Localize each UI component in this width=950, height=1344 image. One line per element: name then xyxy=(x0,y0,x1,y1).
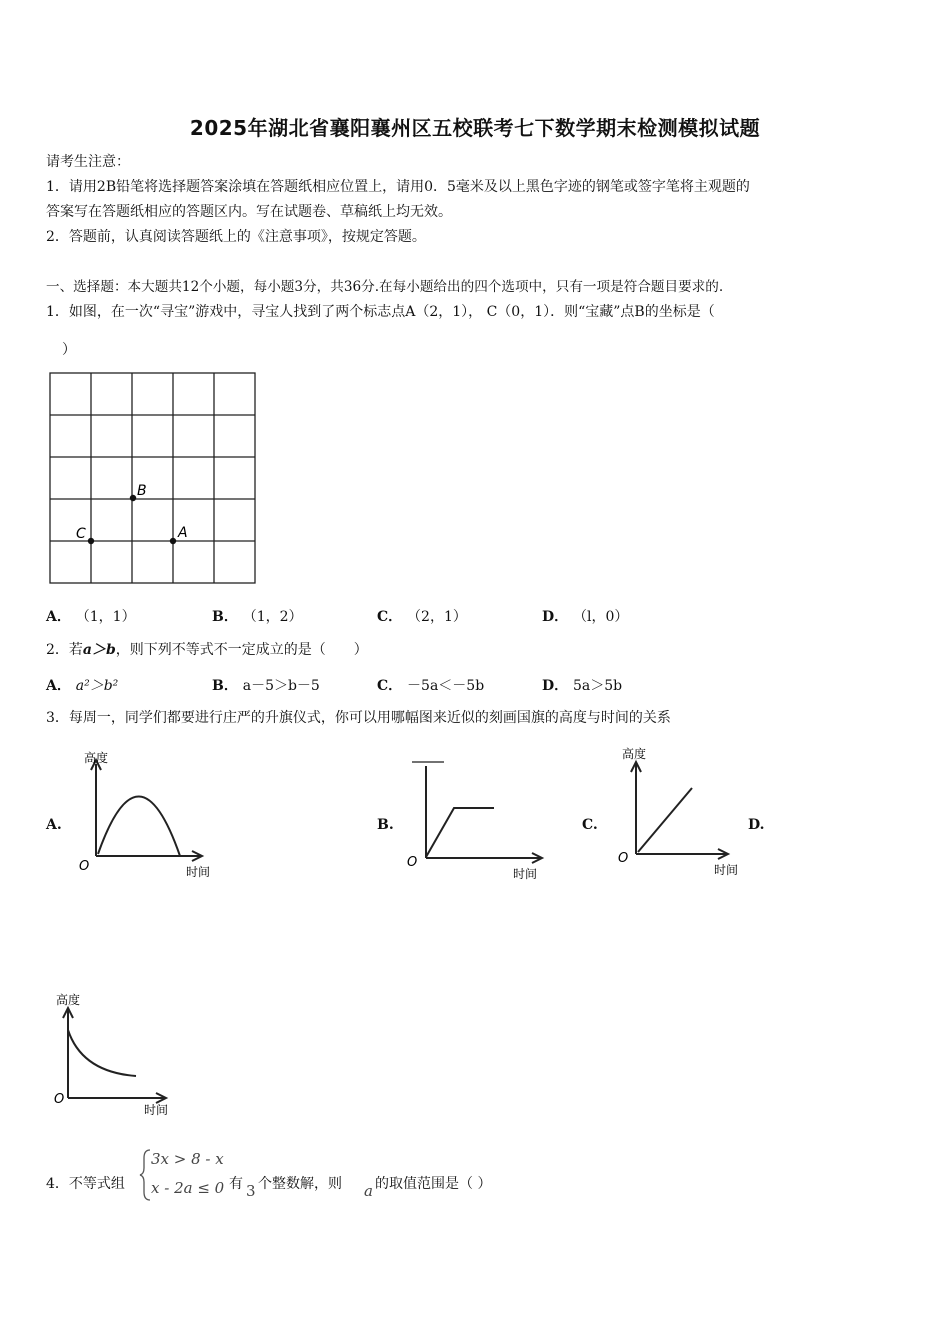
curve xyxy=(98,796,180,856)
q1-option-b[interactable] xyxy=(212,606,303,626)
q3-graph-a xyxy=(76,746,221,884)
q4-mid1: 有 xyxy=(229,1176,243,1192)
q4-stem-pre: 4．不等式组 xyxy=(46,1176,125,1192)
brace xyxy=(140,1150,150,1200)
origin-label: O xyxy=(79,859,90,874)
axis-x-label: 时间 xyxy=(144,1103,169,1117)
q4-eq1: 3x > 8 - x xyxy=(151,1150,224,1168)
option-text: －5a＜－5b xyxy=(407,678,485,694)
label-a: A xyxy=(178,525,188,541)
option-letter: D． xyxy=(542,678,569,694)
origin-label: O xyxy=(407,855,418,870)
q2-option-a[interactable] xyxy=(46,675,118,695)
axis-y-label: 高度 xyxy=(56,993,81,1007)
q2-option-d[interactable] xyxy=(542,675,622,695)
axis-x-label: 时间 xyxy=(513,867,538,881)
q3-graph-c xyxy=(614,742,749,882)
q2-option-c[interactable] xyxy=(377,675,484,695)
option-letter: A． xyxy=(46,609,71,625)
notice-heading: 请考生注意： xyxy=(46,154,130,170)
origin-label: O xyxy=(618,851,629,866)
option-text: （1，2） xyxy=(242,609,303,625)
page-title: 2025年湖北省襄阳襄州区五校联考七下数学期末检测模拟试题 xyxy=(189,116,761,140)
option-text: （l，0） xyxy=(573,609,629,625)
q3-option-a-letter[interactable]: A. xyxy=(46,817,62,833)
q1-grid-figure xyxy=(48,371,258,585)
notice-line-2: 答案写在答题纸相应的答题区内。写在试题卷、草稿纸上均无效。 xyxy=(46,204,452,220)
q2-inequality: a＞b xyxy=(82,642,116,658)
notice-line-1: 1．请用2B铅笔将选择题答案涂填在答题纸相应位置上，请用0．5毫米及以上黑色字迹的钢笔或签字笔将主观题的 xyxy=(46,179,750,195)
axis-x-label: 时间 xyxy=(714,863,739,877)
q3-option-c-letter[interactable]: C. xyxy=(582,817,598,833)
q3-stem: 3．每周一，同学们都要进行庄严的升旗仪式，你可以用哪幅图来近似的刻画国旗的高度与时间的关系 xyxy=(46,710,671,726)
option-text: a²＞b² xyxy=(75,678,119,694)
q2-stem: 2．若a＞b，则下列不等式不一定成立的是（ ） xyxy=(46,642,368,658)
q1-option-c[interactable] xyxy=(377,606,467,626)
q4-num: 3 xyxy=(246,1182,256,1200)
q1-stem: 1．如图，在一次“寻宝”游戏中，寻宝人找到了两个标志点A（2，1）， C（0，1）．则“宝藏”点B的坐标是（ xyxy=(46,304,715,320)
curve xyxy=(426,808,494,857)
option-text: （1，1） xyxy=(75,609,136,625)
q4-eq2: x - 2a ≤ 0 xyxy=(151,1179,225,1197)
option-letter: C． xyxy=(377,609,403,625)
label-b: B xyxy=(137,483,147,499)
point-a xyxy=(170,538,176,544)
axis-y-label: 高度 xyxy=(84,751,109,765)
notice-line-3: 2．答题前，认真阅读答题纸上的《注意事项》，按规定答题。 xyxy=(46,229,426,245)
option-text: 5a＞5b xyxy=(573,678,623,694)
origin-label: O xyxy=(54,1092,65,1107)
q3-option-d-letter[interactable]: D. xyxy=(748,817,765,833)
q2-option-b[interactable] xyxy=(212,675,320,695)
section-heading: 一、选择题：本大题共12个小题，每小题3分，共36分.在每小题给出的四个选项中，只有一项是符合题目要求的. xyxy=(46,279,724,295)
point-b xyxy=(130,495,136,501)
curve xyxy=(68,1030,136,1076)
curve xyxy=(638,788,692,852)
point-c xyxy=(88,538,94,544)
q1-option-a[interactable] xyxy=(46,606,136,626)
grid-lines xyxy=(50,373,255,583)
axis-y-label: 高度 xyxy=(622,747,647,761)
q4-var: a xyxy=(364,1182,373,1200)
q4-stem-post: 的取值范围是（ ） xyxy=(375,1176,492,1192)
q1-stem-end: ） xyxy=(62,342,76,358)
option-letter: D． xyxy=(542,609,569,625)
option-text: a－5＞b－5 xyxy=(242,678,320,694)
option-letter: A． xyxy=(46,678,71,694)
option-text: （2，1） xyxy=(407,609,467,625)
q3-graph-b xyxy=(402,756,552,886)
option-letter: B． xyxy=(212,678,238,694)
option-letter: B． xyxy=(212,609,238,625)
q3-graph-d xyxy=(52,990,182,1118)
label-c: C xyxy=(76,526,86,542)
option-letter: C． xyxy=(377,678,403,694)
q3-option-b-letter[interactable]: B. xyxy=(377,817,394,833)
axis-x-label: 时间 xyxy=(186,865,211,879)
q4-mid2: 个整数解，则 xyxy=(258,1176,342,1192)
q1-option-d[interactable] xyxy=(542,606,628,626)
